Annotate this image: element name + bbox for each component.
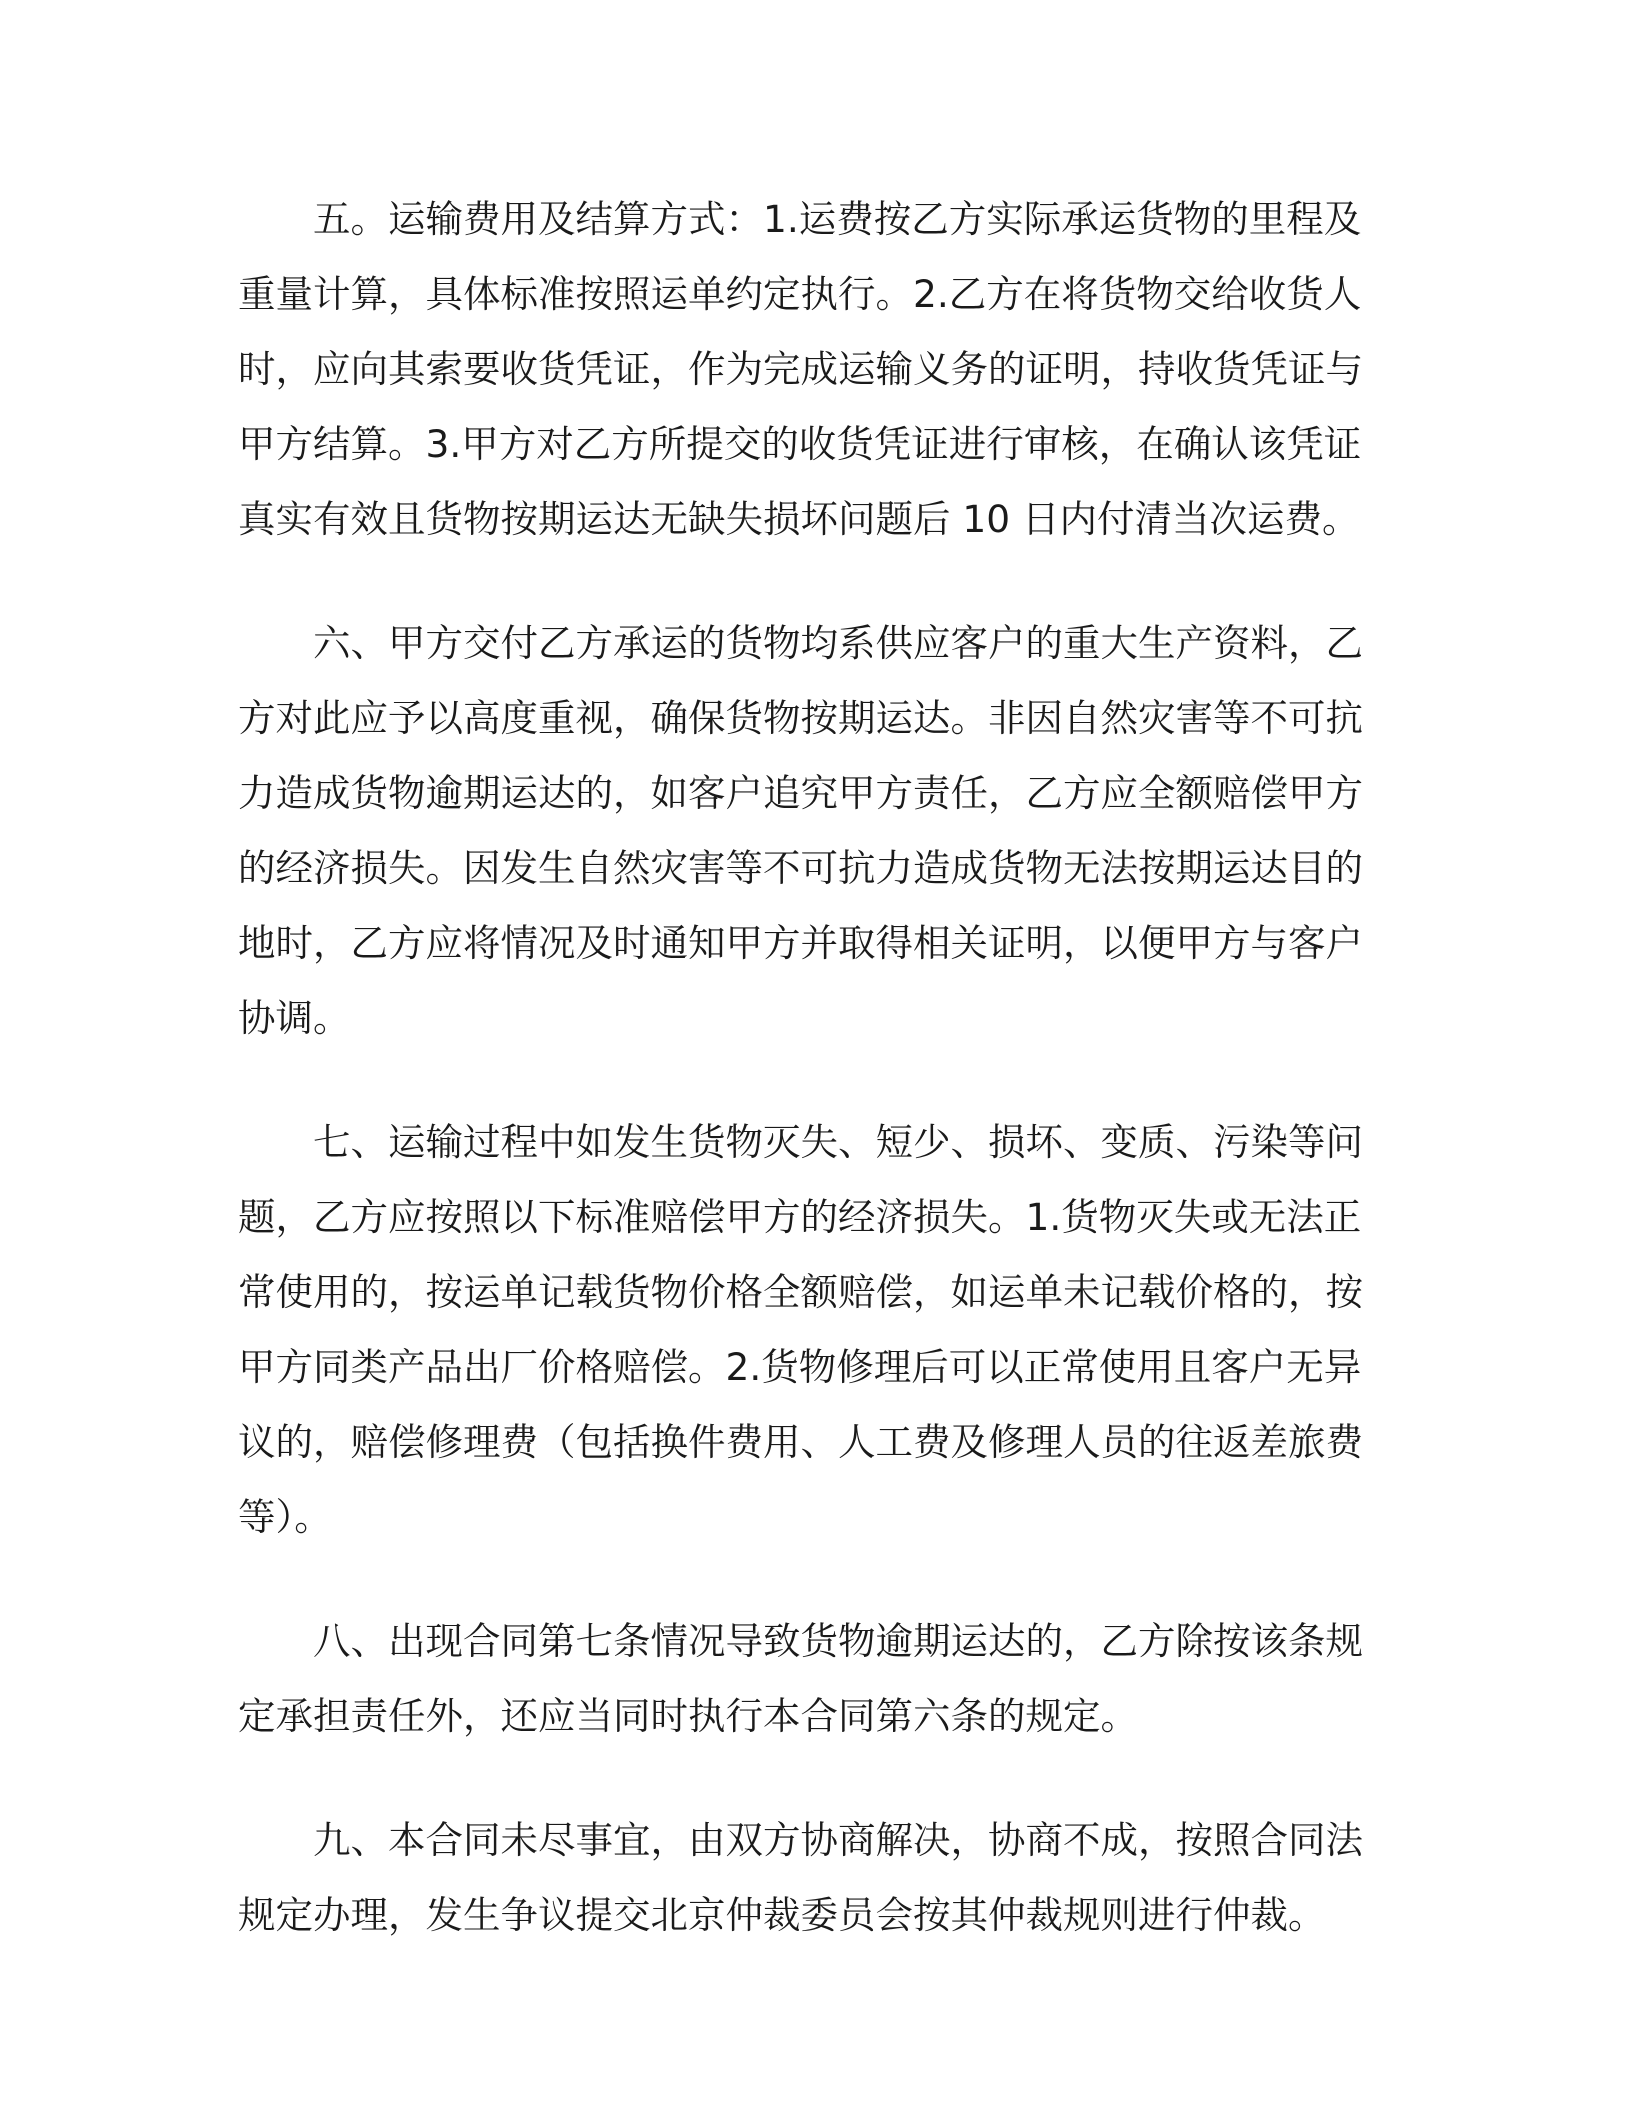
text-line: 九、本合同未尽事宜，由双方协商解决，协商不成，按照合同法: [313, 1818, 1363, 1862]
text-line: 七、运输过程中如发生货物灭失、短少、损坏、变质、污染等问: [313, 1120, 1363, 1164]
text-line: 协调。: [238, 996, 351, 1040]
text-line: 题，乙方应按照以下标准赔偿甲方的经济损失。1.货物灭失或无法正: [238, 1195, 1362, 1239]
text-line: 真实有效且货物按期运达无缺失损坏问题后 10 日内付清当次运费。: [238, 497, 1360, 541]
text-line: 的经济损失。因发生自然灾害等不可抗力造成货物无法按期运达目的: [238, 846, 1363, 890]
text-line: 地时，乙方应将情况及时通知甲方并取得相关证明，以便甲方与客户: [238, 921, 1363, 965]
clause-5-paragraph: [238, 182, 1363, 557]
text-line: 常使用的，按运单记载货物价格全额赔偿，如运单未记载价格的，按: [238, 1270, 1363, 1314]
text-line: 力造成货物逾期运达的，如客户追究甲方责任，乙方应全额赔偿甲方: [238, 771, 1363, 815]
text-line: 重量计算，具体标准按照运单约定执行。2.乙方在将货物交给收货人: [238, 272, 1362, 316]
text-line: 甲方同类产品出厂价格赔偿。2.货物修理后可以正常使用且客户无异: [238, 1345, 1362, 1389]
text-line: 规定办理，发生争议提交北京仲裁委员会按其仲裁规则进行仲裁。: [238, 1893, 1326, 1937]
text-line: 等）。: [238, 1495, 332, 1539]
text-line: 时，应向其索要收货凭证，作为完成运输义务的证明，持收货凭证与: [238, 347, 1363, 391]
text-line: 六、甲方交付乙方承运的货物均系供应客户的重大生产资料，乙: [313, 621, 1363, 665]
text-line: 甲方结算。3.甲方对乙方所提交的收货凭证进行审核，在确认该凭证: [238, 422, 1362, 466]
text-line: 议的，赔偿修理费（包括换件费用、人工费及修理人员的往返差旅费: [238, 1420, 1363, 1464]
document-page: [238, 182, 1363, 1953]
text-line: 定承担责任外，还应当同时执行本合同第六条的规定。: [238, 1694, 1138, 1738]
clause-6-paragraph: [238, 606, 1363, 1056]
text-line: 方对此应予以高度重视，确保货物按期运达。非因自然灾害等不可抗: [238, 696, 1363, 740]
text-line: 八、出现合同第七条情况导致货物逾期运达的，乙方除按该条规: [313, 1619, 1363, 1663]
clause-8-paragraph: [238, 1604, 1363, 1754]
text-line: 五。运输费用及结算方式：1.运费按乙方实际承运货物的里程及: [313, 197, 1362, 241]
clause-9-paragraph: [238, 1803, 1363, 1953]
clause-7-paragraph: [238, 1105, 1363, 1555]
